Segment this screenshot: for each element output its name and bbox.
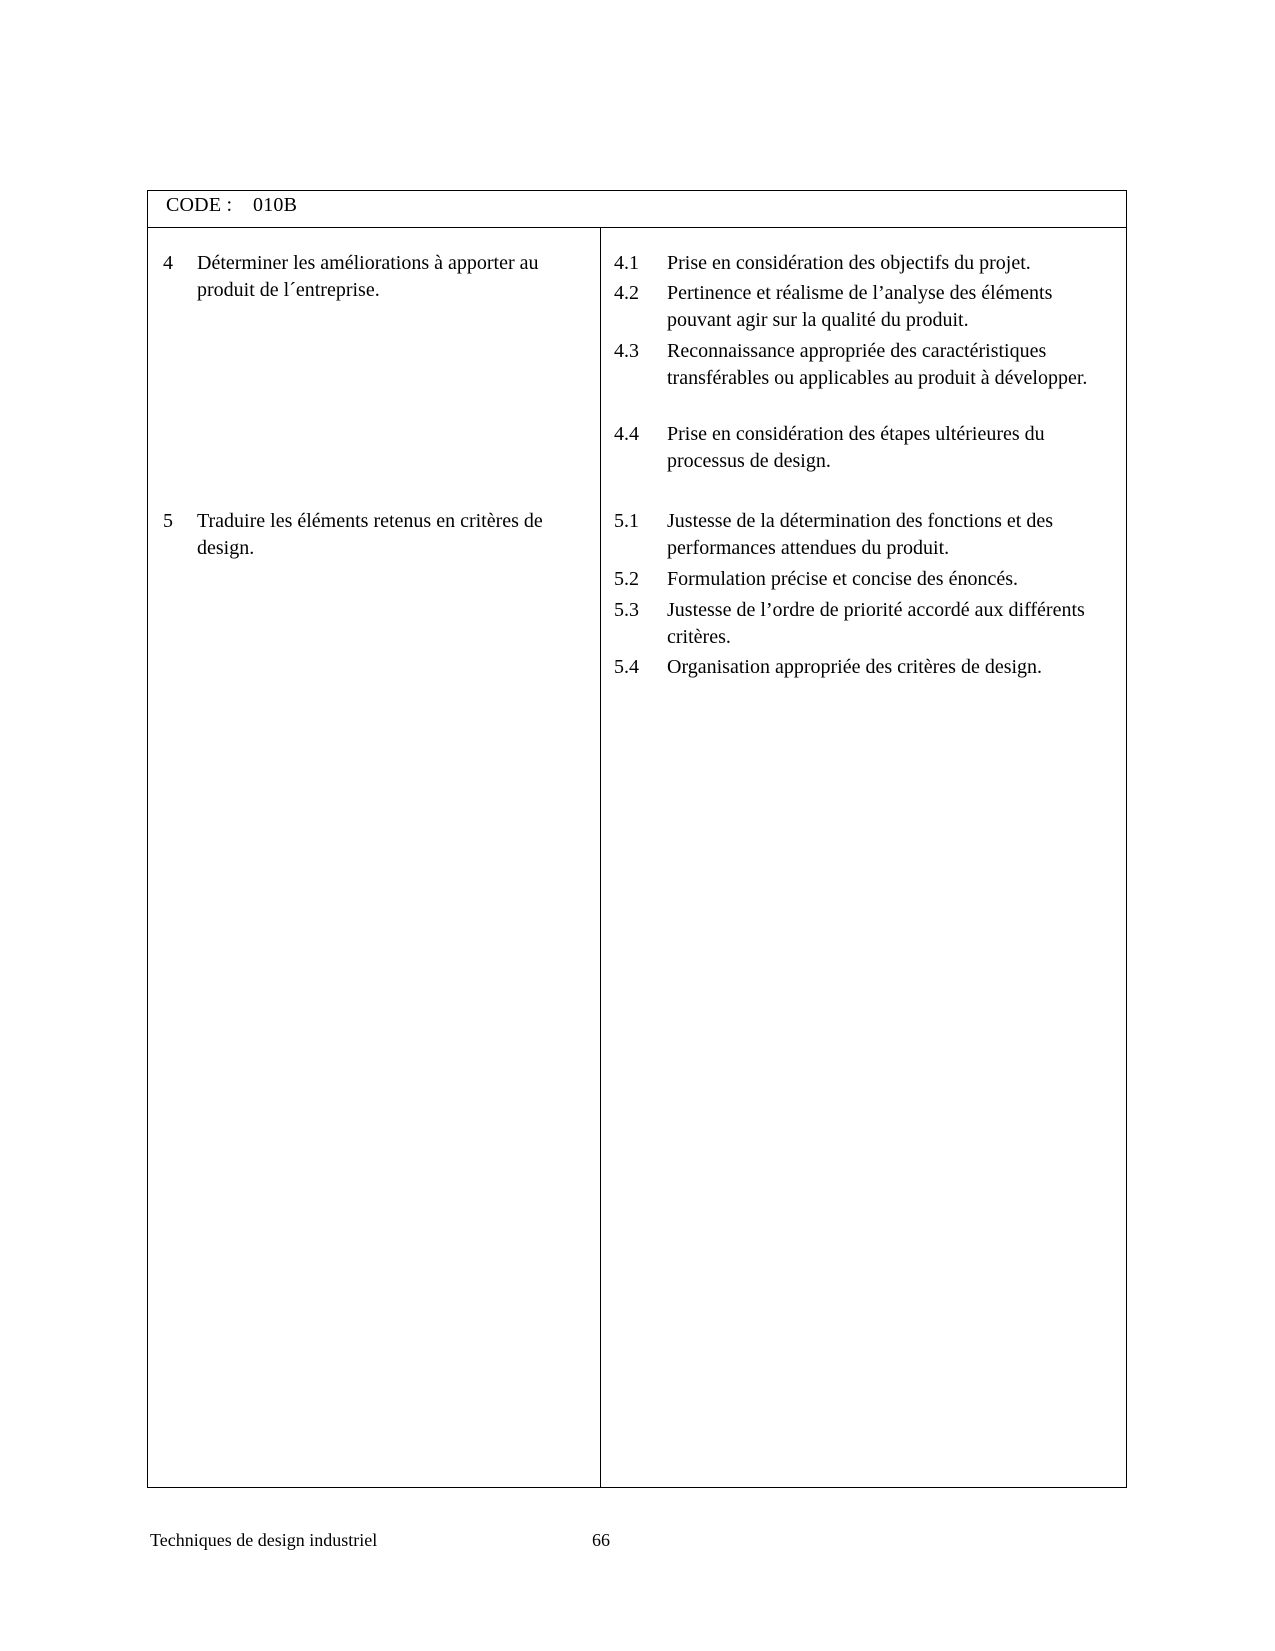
footer-program: Techniques de design industriel bbox=[150, 1530, 378, 1550]
criterion-number: 5.1 bbox=[614, 510, 639, 532]
criterion-text: Organisation appropriée des critères de design. bbox=[667, 656, 1043, 678]
code-row bbox=[147, 190, 1127, 228]
criterion-number: 5.4 bbox=[614, 656, 639, 678]
criterion-number: 4.4 bbox=[614, 423, 639, 445]
criterion-item bbox=[614, 338, 1114, 391]
criterion-item bbox=[614, 508, 1114, 561]
criterion-item bbox=[614, 280, 1114, 333]
element-item bbox=[163, 250, 583, 304]
criterion-item bbox=[614, 654, 1114, 681]
criterion-text: Prise en considération des objectifs du projet. bbox=[667, 252, 1031, 274]
criterion-number: 5.3 bbox=[614, 599, 639, 621]
criterion-item bbox=[614, 250, 1114, 277]
code-label: CODE : bbox=[166, 194, 233, 216]
criterion-text: Justesse de l’ordre de priorité accordé aux différents critères. bbox=[667, 599, 1085, 648]
criterion-item bbox=[614, 566, 1114, 593]
element-number: 5 bbox=[163, 510, 173, 532]
code-line bbox=[166, 194, 297, 217]
criterion-item bbox=[614, 421, 1114, 474]
page-number: 66 bbox=[592, 1530, 610, 1550]
criterion-text: Justesse de la détermination des fonctions et des performances attendues du produit. bbox=[667, 510, 1054, 559]
criterion-item bbox=[614, 597, 1114, 650]
criterion-text: Formulation précise et concise des énoncés. bbox=[667, 568, 1018, 590]
page-footer bbox=[150, 1530, 610, 1551]
criterion-text: Reconnaissance appropriée des caractéristiques transférables ou applicables au produit à développer. bbox=[667, 340, 1088, 389]
criterion-text: Prise en considération des étapes ultérieures du processus de design. bbox=[667, 423, 1045, 472]
element-number: 4 bbox=[163, 252, 173, 274]
element-text: Traduire les éléments retenus en critères de design. bbox=[197, 510, 543, 559]
criterion-number: 5.2 bbox=[614, 568, 639, 590]
criterion-number: 4.2 bbox=[614, 282, 639, 304]
criterion-text: Pertinence et réalisme de l’analyse des éléments pouvant agir sur la qualité du produit. bbox=[667, 282, 1053, 331]
element-item bbox=[163, 508, 583, 562]
criterion-number: 4.1 bbox=[614, 252, 639, 274]
column-divider bbox=[600, 228, 601, 1488]
code-value: 010B bbox=[253, 194, 298, 216]
criterion-number: 4.3 bbox=[614, 340, 639, 362]
element-text: Déterminer les améliorations à apporter au produit de l´entreprise. bbox=[197, 252, 539, 301]
